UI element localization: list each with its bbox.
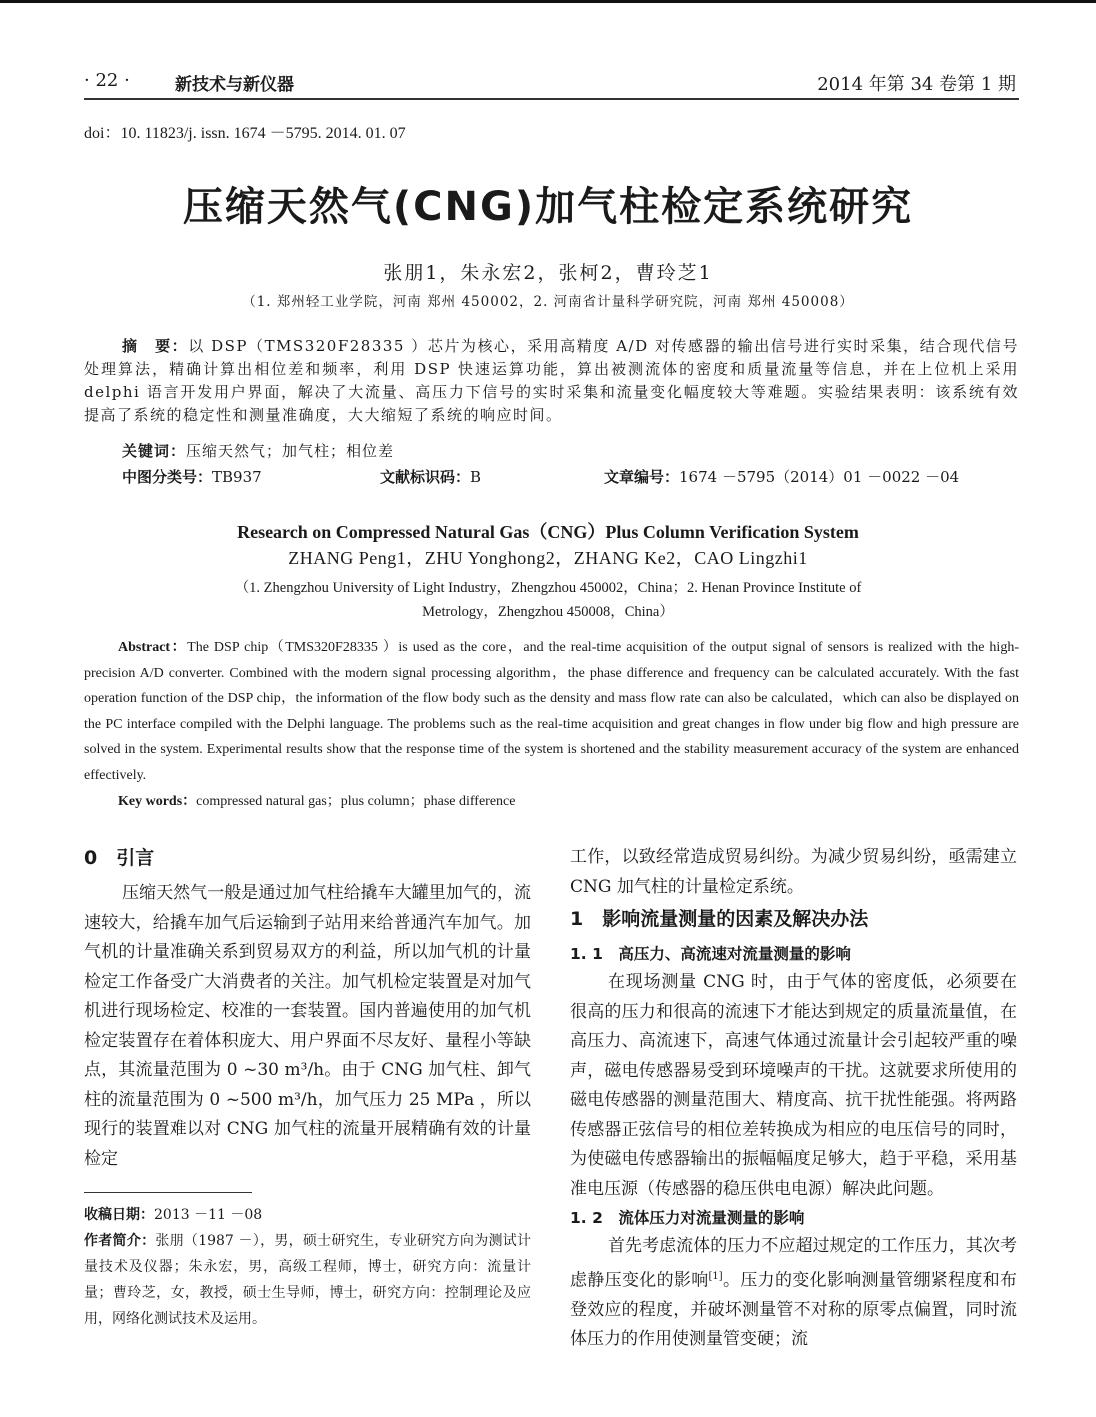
journal-name: 新技术与新仪器 <box>175 75 294 95</box>
english-abstract-text: The DSP chip（TMS320F28335 ）is used as the core，and the real-time acquisition of the output signal of sensors is realized with the high-precision A/D converter. Combined with the modern signal processing algorithm，the phase difference and frequency can be calculated accurately. With the fast operation function of the DSP chip，the information of the flow body such as the density and mass flow rate can also be calculated，which can also be displayed on the PC interface compiled with the Delphi language. The problems such as the real-time acquisition and great changes in flow under big flow and high pressure are solved in the system. Experimental results show that the response time of the system is shortened and the stability measurement accuracy of the system are enhanced effectively. <box>84 640 1019 783</box>
section-1-2-paragraph <box>570 1232 1017 1355</box>
english-authors: ZHANG Peng1，ZHU Yonghong2，ZHANG Ke2，CAO Lingzhi1 <box>288 548 808 568</box>
top-border <box>0 0 1096 3</box>
section-0-heading: 0 引言 <box>84 847 155 869</box>
english-keywords-label: Key words： <box>118 794 197 809</box>
keywords-cn-label: 关键词： <box>122 442 187 460</box>
doc-label: 文献标识码： <box>380 468 471 486</box>
doc-value: B <box>470 468 482 486</box>
keywords-cn-text: 压缩天然气；加气柱；相位差 <box>186 442 395 460</box>
footnote-received <box>84 1202 531 1228</box>
received-date: 2013 －11 －08 <box>154 1207 263 1223</box>
bio-text: 张朋（1987 －），男，硕士研究生，专业研究方向为测试计量技术及仪器；朱永宏，男，高级工程师，博士，研究方向：流量计量；曹玲芝，女，教授，硕士生导师，博士，研究方向：控制理论及应用，网络化测试技术及运用。 <box>84 1233 532 1327</box>
section-1-2-text-b: 。压力的变化影响测量管绷紧程度和布登效应的程度，并破坏测量管不对称的原零点偏置，同时流体压力的作用使测量管变硬；流 <box>570 1270 1018 1350</box>
english-title: Research on Compressed Natural Gas（CNG）Plus Column Verification System <box>237 522 859 542</box>
issue-info: 2014 年第 34 卷第 1 期 <box>817 74 1016 95</box>
section-1-2-heading: 1. 2 流体压力对流量测量的影响 <box>570 1209 805 1227</box>
clc-number <box>122 466 262 487</box>
doc-code <box>380 466 481 487</box>
abstract-cn <box>84 335 1019 427</box>
received-label: 收稿日期： <box>84 1207 154 1223</box>
section-1-2-text-a: 首先考虑流体的压力不应超过规定的工作压力，其次考虑静压变化的影响 <box>570 1236 1017 1291</box>
section-1-1-heading: 1. 1 高压力、高流速对流量测量的影响 <box>570 945 851 963</box>
section-0-paragraph: 压缩天然气一般是通过加气柱给撬车大罐里加气的，流速较大，给撬车加气后运输到子站用来给普通汽车加气。加气机的计量准确关系到贸易双方的利益，所以加气机的计量检定工作备受广大消费者的关注。加气机检定装置是对加气机进行现场检定、校准的一套装置。国内普遍使用的加气机检定装置存在着体积庞大、用户界面不尽友好、量程小等缺点，其流量范围为 0 ~30 m³/h。由于 CNG 加气柱、卸气柱的流量范围为 0 ~500 m³/h，加气压力 25 MPa ，所以现行的装置难以对 CNG 加气柱的流量开展精确有效的计量检定 <box>84 883 531 1169</box>
left-column <box>84 843 531 1174</box>
right-column <box>570 843 1017 1355</box>
page-number: · 22 · <box>84 70 130 91</box>
authors-cn-text: 张朋1，朱永宏2，张柯2，曹玲芝1 <box>383 262 713 284</box>
paper-title: 压缩天然气(CNG)加气柱检定系统研究 <box>182 184 914 230</box>
article-label: 文章编号： <box>604 468 680 486</box>
keywords-cn <box>122 440 394 461</box>
abstract-cn-label: 摘 要： <box>122 337 189 355</box>
header-rule <box>84 98 1019 100</box>
article-value: 1674 －5795（2014）01 －0022 －04 <box>679 468 960 486</box>
footnote-author-bio <box>84 1228 531 1332</box>
english-affil-line1: （1. Zhengzhou University of Light Industry，Zhengzhou 450002，China；2. Henan Province Institute of <box>234 580 862 596</box>
english-keywords <box>118 790 515 810</box>
section-1-1-paragraph: 在现场测量 CNG 时，由于气体的密度低，必须要在很高的压力和很高的流速下才能达到规定的质量流量值，在高压力、高流速下，高速气体通过流量计会引起较严重的噪声，磁电传感器易受到环境噪声的干扰。这就要求所使用的磁电传感器的测量范围大、精度高、抗干扰性能强。将两路传感器正弦信号的相位差转换成为相应的电压信号的同时，为使磁电传感器输出的振幅幅度足够大，趋于平稳，采用基准电压源（传感器的稳压供电电源）解决此问题。 <box>570 972 1017 1199</box>
english-keywords-text: compressed natural gas；plus column；phase difference <box>196 794 516 809</box>
abstract-cn-text: 以 DSP（TMS320F28335 ）芯片为核心，采用高精度 A/D 对传感器的输出信号进行实时采集，结合现代信号处理算法，精确计算出相位差和频率，利用 DSP 快速运算功能，算出被测流体的密度和质量流量等信息，并在上位机上采用 delphi 语言开发用户界面，解决了大流量、高压力下信号的实时采集和流量变化幅度较大等难题。实验结果表明：该系统有效提高了系统的稳定性和测量准确度，大大缩短了系统的响应时间。 <box>84 337 1019 424</box>
footnote-rule <box>84 1192 252 1193</box>
authors-cn <box>0 258 1096 285</box>
english-affiliations <box>160 576 936 624</box>
citation-ref: [1] <box>708 1270 723 1282</box>
bio-label: 作者简介： <box>84 1233 156 1249</box>
english-affil-line2: Metrology，Zhengzhou 450008，China） <box>422 604 674 620</box>
section-1-heading: 1 影响流量测量的因素及解决办法 <box>570 908 869 930</box>
affiliations-cn: （1. 郑州轻工业学院，河南 郑州 450002，2. 河南省计量科学研究院，河南 郑州 450008） <box>242 294 854 310</box>
clc-value: TB937 <box>212 468 262 486</box>
english-abstract-label: Abstract： <box>118 640 188 655</box>
section-0-continued: 工作，以致经常造成贸易纠纷。为减少贸易纠纷，亟需建立 CNG 加气柱的计量检定系统。 <box>570 847 1017 897</box>
article-number <box>604 466 959 487</box>
clc-label: 中图分类号： <box>122 468 213 486</box>
english-abstract <box>84 635 1019 789</box>
doi: doi：10. 11823/j. issn. 1674 －5795. 2014. 01. 07 <box>84 125 406 142</box>
